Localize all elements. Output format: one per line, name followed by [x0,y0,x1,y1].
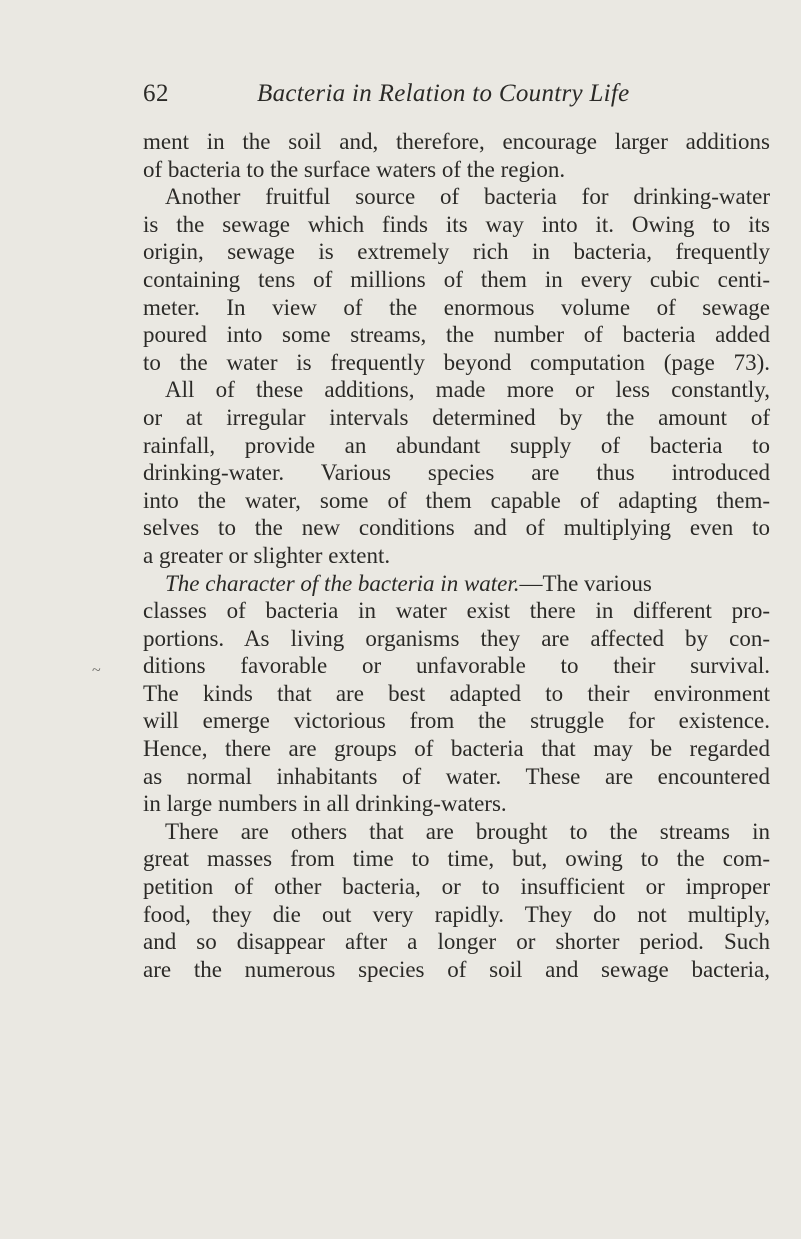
body-text [143,128,770,983]
text-line: portions. As living organisms they are affected by con- [143,625,770,651]
text-line: origin, sewage is extremely rich in bacteria, frequently [143,239,770,265]
running-head [143,76,773,112]
text-line: selves to the new conditions and of multiplying even to [143,515,770,541]
section-lead-text: —The various [519,570,652,596]
text-line: Another fruitful source of bacteria for drinking-water [165,184,770,210]
text-line: in large numbers in all drinking-waters. [143,791,507,817]
text-line: containing tens of millions of them in every cubic centi- [143,266,770,292]
text-line: ment in the soil and, therefore, encourage larger additions [143,129,770,154]
text-line: There are others that are brought to the streams in [165,818,770,844]
text-line: meter. In view of the enormous volume of sewage [143,294,770,320]
text-line: great masses from time to time, but, owing to the com- [143,846,770,872]
section-heading-line [143,570,770,598]
margin-mark: ~ [92,662,101,679]
text-line: and so disappear after a longer or shorter period. Such [143,929,770,955]
text-line: a greater or slighter extent. [143,542,391,568]
text-line: will emerge victorious from the struggle for existence. [143,708,770,734]
text-line: poured into some streams, the number of bacteria added [143,322,770,348]
text-line: ditions favorable or unfavorable to their survival. [143,653,770,679]
text-line: to the water is frequently beyond computation (page 73). [143,349,770,375]
page-number: 62 [143,80,169,107]
text-line: The kinds that are best adapted to their environment [143,680,770,706]
text-line: is the sewage which finds its way into it. Owing to its [143,211,770,237]
text-line: drinking-water. Various species are thus introduced [143,460,770,486]
text-line: as normal inhabitants of water. These are encountered [143,763,770,789]
text-line: of bacteria to the surface waters of the region. [143,156,566,182]
text-line: All of these additions, made more or less constantly, [165,377,770,403]
text-line: Hence, there are groups of bacteria that may be regarded [143,736,770,762]
text-line: are the numerous species of soil and sewage bacteria, [143,956,770,982]
text-line: food, they die out very rapidly. They do not multiply, [143,901,770,927]
text-line: classes of bacteria in water exist there in different pro- [143,598,770,624]
text-line: into the water, some of them capable of adapting them- [143,487,770,513]
section-heading: The character of the bacteria in water. [165,570,520,596]
text-line: rainfall, provide an abundant supply of bacteria to [143,432,770,458]
text-line: petition of other bacteria, or to insufficient or improper [143,874,770,900]
text-line: or at irregular intervals determined by the amount of [143,404,770,430]
running-title: Bacteria in Relation to Country Life [257,80,630,107]
